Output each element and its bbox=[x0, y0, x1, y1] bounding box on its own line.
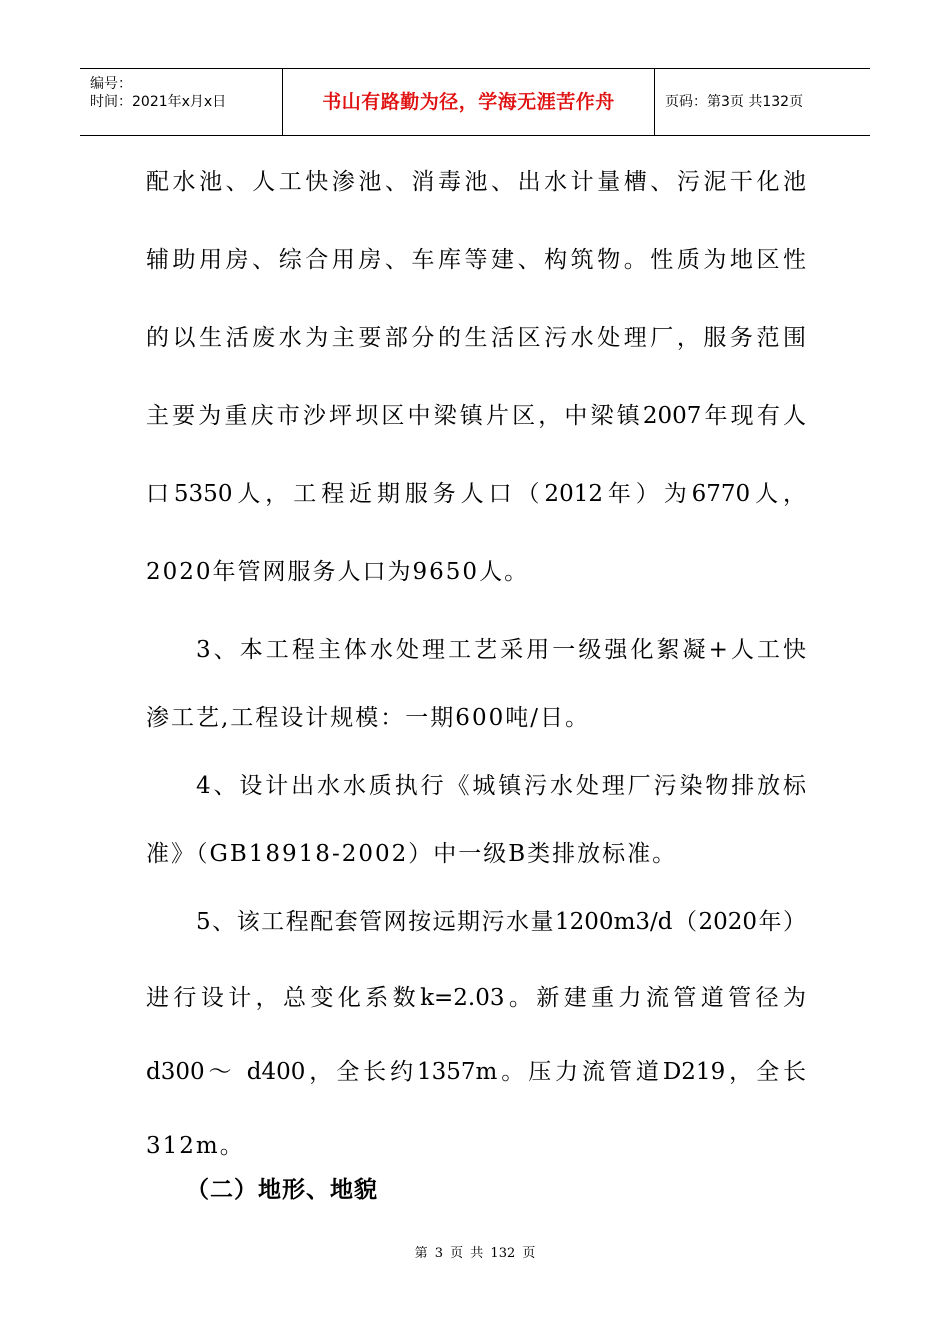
body-line: 5、该工程配套管网按远期污水量1200m3/d（2020年） bbox=[196, 909, 806, 935]
page-footer: 第 3 页 共 132 页 bbox=[414, 1246, 536, 1261]
body-line: 3、本工程主体水处理工艺采用一级强化絮凝+人工快 bbox=[196, 637, 806, 663]
document-number-label: 编号： bbox=[90, 76, 132, 92]
body-line: 渗工艺,工程设计规模：一期600吨/日。 bbox=[146, 705, 590, 731]
page-header bbox=[80, 68, 870, 136]
body-line: 2020年管网服务人口为9650人。 bbox=[146, 559, 530, 585]
body-line: 配水池、人工快渗池、消毒池、出水计量槽、污泥干化池 bbox=[146, 169, 806, 195]
section-heading: （二）地形、地貌 bbox=[186, 1177, 378, 1203]
header-motto: 书山有路勤为径，学海无涯苦作舟 bbox=[283, 69, 655, 135]
body-line: 辅助用房、综合用房、车库等建、构筑物。性质为地区性 bbox=[146, 247, 806, 273]
document-time-label: 时间：2021年x月x日 bbox=[90, 94, 227, 110]
body-line: 准》（GB18918-2002）中一级B类排放标准。 bbox=[146, 841, 678, 867]
body-line: 口5350人，工程近期服务人口（2012年）为6770人， bbox=[146, 481, 806, 507]
body-line: 主要为重庆市沙坪坝区中梁镇片区，中梁镇2007年现有人 bbox=[146, 403, 806, 429]
header-page-number: 页码：第3页 共132页 bbox=[665, 94, 804, 110]
body-line: d300～ d400，全长约1357m。压力流管道D219，全长 bbox=[146, 1059, 806, 1085]
body-line: 312m。 bbox=[146, 1133, 245, 1159]
body-line: 的以生活废水为主要部分的生活区污水处理厂，服务范围 bbox=[146, 325, 806, 351]
header-meta bbox=[80, 69, 283, 135]
body-line: 4、设计出水水质执行《城镇污水处理厂污染物排放标 bbox=[196, 773, 806, 799]
body-line: 进行设计，总变化系数k=2.03。新建重力流管道管径为 bbox=[146, 985, 806, 1011]
